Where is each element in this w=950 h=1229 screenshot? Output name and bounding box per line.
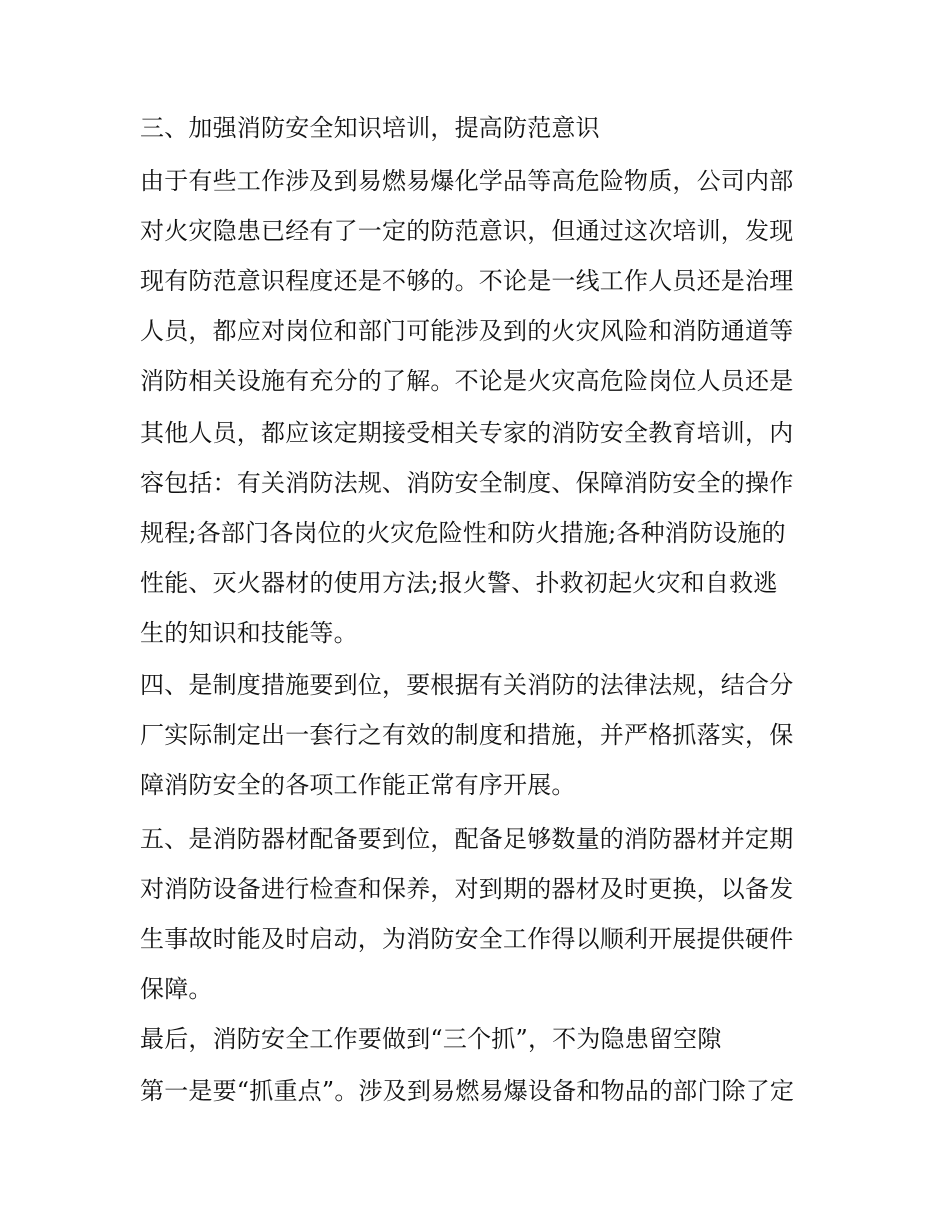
text-line: 障消防安全的各项工作能正常有序开展。 xyxy=(140,771,576,799)
text-line: 现有防范意识程度还是不够的。不论是一线工作人员还是治理 xyxy=(140,267,794,295)
section-paragraph-4: 四、是制度措施要到位，要根据有关消防的法律法规，结合分 xyxy=(140,671,794,699)
text-line: 消防相关设施有充分的了解。不论是火灾高危险岗位人员还是 xyxy=(140,367,794,395)
text-line: 人员，都应对岗位和部门可能涉及到的火灾风险和消防通道等 xyxy=(140,317,794,345)
text-line: 对火灾隐患已经有了一定的防范意识，但通过这次培训，发现 xyxy=(140,217,794,245)
text-line: 生事故时能及时启动，为消防安全工作得以顺利开展提供硬件 xyxy=(140,925,794,953)
text-line: 性能、灭火器材的使用方法;报火警、扑救初起火灾和自救逃 xyxy=(140,569,778,597)
text-line: 由于有些工作涉及到易燃易爆化学品等高危险物质，公司内部 xyxy=(140,167,794,195)
text-line: 第一是要“抓重点”。涉及到易燃易爆设备和物品的部门除了定 xyxy=(140,1077,795,1105)
text-line: 容包括：有关消防法规、消防安全制度、保障消防安全的操作 xyxy=(140,469,794,497)
text-line: 厂实际制定出一套行之有效的制度和措施，并严格抓落实，保 xyxy=(140,721,794,749)
text-line: 对消防设备进行检查和保养，对到期的器材及时更换，以备发 xyxy=(140,875,794,903)
text-line: 生的知识和技能等。 xyxy=(140,619,358,647)
text-line: 其他人员，都应该定期接受相关专家的消防安全教育培训，内 xyxy=(140,419,794,447)
section-heading-final: 最后，消防安全工作要做到“三个抓”，不为隐患留空隙 xyxy=(140,1025,722,1053)
text-line: 规程;各部门各岗位的火灾危险性和防火措施;各种消防设施的 xyxy=(140,519,786,547)
section-paragraph-5: 五、是消防器材配备要到位，配备足够数量的消防器材并定期 xyxy=(140,825,794,853)
text-line: 保障。 xyxy=(140,975,213,1003)
section-heading-3: 三、加强消防安全知识培训，提高防范意识 xyxy=(140,114,600,142)
